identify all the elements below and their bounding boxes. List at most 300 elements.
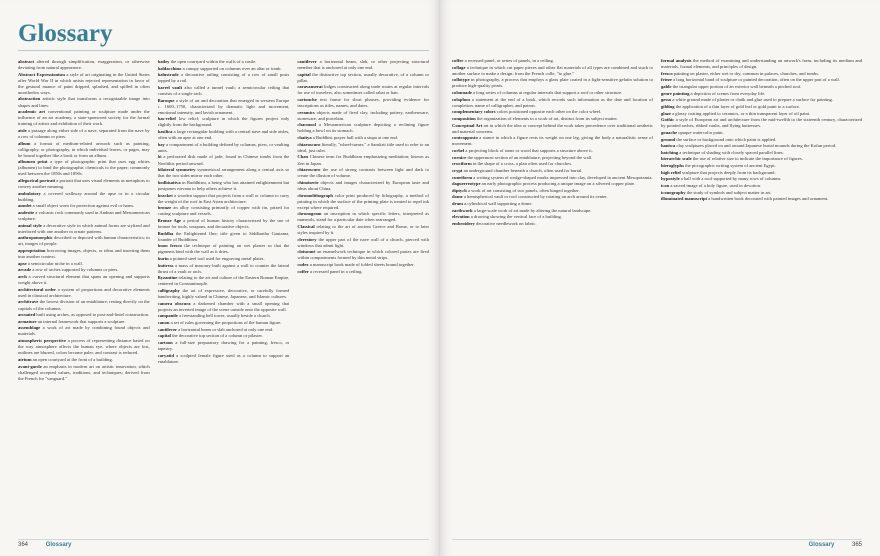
glossary-term: albumen print: [18, 159, 48, 165]
glossary-entry: [297, 110, 429, 122]
glossary-entry: [18, 109, 150, 127]
glossary-definition: a row of arches supported by columns or piers.: [31, 267, 119, 273]
glossary-term: appropriation: [18, 248, 46, 254]
glossary-term: caravanserai: [297, 84, 323, 90]
glossary-definition: the application of a thin layer of gold leaf or gold paint to a surface.: [674, 103, 801, 109]
glossary-entry: [18, 223, 150, 235]
glossary-term: illuminated manuscript: [661, 196, 708, 202]
glossary-term: collage: [452, 64, 466, 70]
glossary-entry: [18, 248, 150, 260]
glossary-term: capital: [297, 71, 311, 77]
glossary-column-3: [297, 59, 429, 529]
glossary-definition: Chinese term for Buddhism emphasizing meditation; known as Zen in Japan.: [297, 154, 429, 166]
glossary-term: gilding: [661, 103, 675, 109]
left-columns: [18, 59, 429, 529]
footer-left: [0, 542, 439, 548]
glossary-definition: a darkened chamber with a small opening that projects an inverted image of the scene outside onto the opposite wall.: [157, 300, 290, 312]
glossary-term: cornice: [452, 154, 467, 160]
glossary-definition: the distinctive top section, usually decorative, of a column or pillar.: [297, 71, 429, 83]
glossary-term: bracket: [157, 192, 173, 198]
glossary-term: arch: [18, 274, 27, 280]
glossary-term: hierarchic scale: [661, 156, 692, 162]
glossary-entry: [452, 175, 653, 181]
glossary-term: armature: [18, 318, 37, 324]
glossary-definition: a full-size preparatory drawing for a painting, fresco, or tapestry.: [157, 339, 290, 351]
glossary-definition: the use of strong contrasts between light and dark to create the illusion of volume.: [297, 167, 429, 179]
glossary-definition: a small object worn for protection against evil or harm.: [31, 203, 134, 209]
glossary-term: capital: [157, 333, 171, 339]
glossary-entry: [297, 84, 429, 96]
glossary-entry: [158, 167, 290, 179]
footer-rule-left: [18, 539, 429, 540]
glossary-entry: [452, 168, 653, 174]
glossary-entry: [297, 122, 429, 134]
glossary-definition: a mass of masonry built against a wall to counter the lateral thrust of a vault or arch.: [157, 262, 290, 274]
glossary-entry: [452, 188, 653, 194]
glossary-definition: a wooden support that projects from a wall or column to carry the weight of the roof in East Asian architecture.: [157, 192, 290, 204]
glossary-definition: a large-scale work of art made by altering the natural landscape.: [472, 207, 592, 213]
glossary-term: caryatid: [157, 352, 175, 358]
glossary-definition: an inscription in which specific letters, interpreted as numerals, stand for a particular date when rearranged.: [297, 211, 429, 223]
glossary-term: bodhisattva: [157, 179, 181, 185]
glossary-entry: [18, 159, 150, 177]
running-footer-left: Glossary: [45, 542, 72, 548]
glossary-entry: [18, 235, 150, 247]
glossary-definition: a statement at the end of a book, which records such information as the date and location of completion, name of calligrapher, and patron.: [452, 96, 653, 108]
glossary-definition: a projecting block of stone or wood that supports a structure above it.: [464, 148, 593, 153]
glossary-column-5: [661, 58, 862, 528]
top-margin: [452, 20, 862, 58]
glossary-term: architectural order: [18, 286, 57, 292]
glossary-term: anthropomorphic: [18, 235, 53, 241]
glossary-term: aisle: [18, 127, 27, 133]
glossary-term: elevation: [452, 214, 470, 220]
glossary-term: buttress: [157, 262, 174, 268]
glossary-entry: [18, 325, 150, 337]
glossary-definition: painting on plaster, either wet or dry, common in palaces, churches, and tombs.: [672, 70, 820, 76]
glossary-definition: the method of examining and understanding an artwork's form, including its medium and materials, formal elements, and principles of design.: [661, 58, 862, 70]
glossary-definition: the decorative top section of a column or pilaster.: [170, 333, 263, 339]
footer-right: [440, 542, 880, 548]
glossary-term: complementary colors: [452, 109, 496, 115]
glossary-term: academic art: [18, 109, 45, 115]
glossary-entry: [661, 156, 862, 162]
glossary-term: apse: [18, 260, 27, 266]
glossary-entry: [158, 129, 290, 141]
glossary-definition: a cylindrical wall supporting a dome.: [462, 201, 533, 207]
glossary-definition: the study of symbols and subject matter in art.: [685, 189, 772, 195]
glossary-column-2: [158, 59, 290, 529]
glossary-entry: [452, 221, 653, 227]
glossary-entry: [452, 77, 653, 89]
glossary-definition: an emphasis in modern art on artistic innovation, which challenged accepted values, traditions, and techniques; derived from the French for "vanguard.": [18, 363, 150, 381]
glossary-definition: described or depicted with human characteristics; in art, images of people.: [18, 235, 150, 247]
glossary-entry: [452, 155, 653, 161]
glossary-entry: [452, 65, 653, 77]
glossary-term: chaitya: [297, 135, 312, 141]
glossary-entry: [661, 104, 862, 110]
glossary-definition: the open courtyard within the walls of a castle.: [169, 59, 257, 64]
glossary-definition: a glassy coating applied to ceramics, or a thin transparent layer of oil paint.: [670, 110, 811, 116]
glossary-definition: a style of art and decoration that emerged in western Europe c. 1600–1750, characterized by dramatic light and movement, emotional intensity, and lavish ornament.: [157, 97, 290, 115]
glossary-entry: [18, 128, 150, 140]
glossary-definition: objects made of fired clay, including pottery, earthenware, stoneware, and porcelain.: [297, 109, 429, 121]
glossary-term: Conceptual Art: [452, 122, 483, 128]
glossary-term: cuneiform: [452, 174, 473, 180]
right-columns: [452, 58, 862, 528]
glossary-definition: a horizontal beam or slab anchored at only one end.: [177, 326, 274, 332]
page-number-right: 365: [851, 542, 862, 548]
glossary-term: barrel vault: [157, 84, 183, 90]
glossary-term: Buddha: [157, 230, 174, 236]
glossary-term: balustrade: [157, 72, 179, 78]
glossary-term: hatching: [661, 149, 679, 155]
glossary-entry: [158, 180, 290, 192]
glossary-definition: the organization of elements in a work of art, distinct from its subject matter.: [475, 115, 618, 121]
glossary-definition: built using arches, as opposed to post-and-lintel construction.: [35, 312, 150, 318]
glossary-entry: [158, 288, 290, 300]
glossary-term: avant-garde: [18, 363, 42, 369]
glossary-term: composition: [452, 115, 476, 121]
glossary-entry: [158, 353, 290, 365]
glossary-entry: [661, 163, 862, 169]
glossary-term: contrapposto: [452, 135, 478, 141]
glossary-entry: [297, 211, 429, 223]
glossary-definition: a volcanic rock commonly used in Andean and Mesoamerican sculpture.: [18, 210, 150, 222]
glossary-term: bronze: [157, 205, 172, 211]
glossary-entry: [452, 214, 653, 220]
glossary-definition: a technique of shading with closely spaced parallel lines.: [678, 149, 784, 155]
glossary-entry: [18, 287, 150, 299]
glossary-definition: conventional painting or sculpture made under the influence of an art academy, a state-sponsored society for the formal training of artists and exhibition of their work.: [18, 109, 150, 127]
glossary-definition: a semicircular niche in a wall.: [26, 260, 83, 266]
glossary-term: ground: [661, 136, 676, 142]
glossary-term: gesso: [661, 97, 672, 103]
glossary-definition: an enamelwork technique in which colored pastes are fired within compartments formed by thin metal strips.: [297, 249, 429, 261]
glossary-entry: [297, 224, 429, 236]
glossary-definition: a handwritten book decorated with painted images and ornament.: [707, 196, 829, 202]
glossary-term: fresco: [661, 70, 673, 76]
glossary-entry: [18, 178, 150, 190]
glossary-definition: a compartment of a building defined by columns, piers, or vaulting units.: [157, 141, 290, 153]
glossary-term: chronogram: [297, 211, 322, 217]
glossary-term: diptych: [452, 187, 467, 193]
glossary-entry: [297, 180, 429, 192]
glossary-entry: [158, 340, 290, 352]
glossary-term: hieroglyphs: [661, 163, 684, 169]
glossary-term: drum: [452, 201, 463, 207]
glossary-definition: colors positioned opposite each other on the color wheel.: [495, 109, 602, 115]
glossary-entry: [158, 313, 290, 319]
glossary-definition: a covered walkway around the apse or in a circular building.: [18, 190, 150, 202]
glossary-term: bay: [157, 141, 165, 147]
glossary-definition: text frame for short phrases, providing evidence for inscriptions as titles, names, and dates.: [297, 97, 429, 109]
glossary-entry: [158, 327, 290, 333]
glossary-term: frieze: [661, 77, 672, 83]
glossary-term: cruciform: [452, 161, 472, 167]
glossary-entry: [297, 135, 429, 141]
glossary-term: ceramics: [297, 109, 315, 115]
glossary-term: Baroque: [157, 97, 175, 103]
glossary-term: Byzantine: [157, 275, 178, 281]
glossary-definition: a canopy supported on columns over an altar or tomb.: [181, 65, 282, 71]
glossary-definition: altered through simplification, exaggeration, or otherwise deviating from natural appearance.: [18, 59, 150, 71]
glossary-entry: [661, 170, 862, 176]
glossary-term: bi: [157, 154, 162, 160]
glossary-definition: relating to the art of ancient Greece and Rome, or to later styles inspired by it.: [297, 223, 429, 235]
glossary-entry: [297, 97, 429, 109]
glossary-term: chacmool: [297, 122, 316, 128]
glossary-definition: borrowing images, objects, or ideas and inserting them into another context.: [18, 248, 150, 260]
glossary-term: canon: [157, 319, 170, 325]
glossary-entry: [297, 269, 429, 275]
glossary-definition: objects and images characterized by European taste and ideas about China.: [297, 179, 429, 191]
glossary-entry: [452, 123, 653, 135]
glossary-entry: [661, 150, 862, 156]
glossary-definition: a manuscript book made of folded sheets bound together.: [308, 262, 415, 267]
glossary-entry: [18, 274, 150, 286]
glossary-definition: a large rectangular building with a central nave and side aisles, often with an apse at one end.: [157, 129, 290, 141]
glossary-definition: an underground chamber beneath a church, often used for burial.: [462, 167, 583, 173]
glossary-term: album: [18, 140, 31, 146]
glossary-definition: clay sculptures placed on and around Japanese burial mounds during the Kofun period.: [675, 143, 837, 149]
glossary-term: coffer: [452, 58, 464, 63]
glossary-term: bilateral symmetry: [157, 167, 196, 173]
glossary-definition: a curved structural element that spans an opening and supports weight above it.: [18, 274, 150, 286]
glossary-term: arcade: [18, 267, 32, 273]
glossary-entry: [158, 205, 290, 217]
glossary-term: baldacchino: [157, 65, 182, 71]
glossary-column-4: [452, 58, 653, 528]
glossary-term: cantilever: [157, 326, 178, 332]
glossary-term: animal style: [18, 222, 42, 228]
glossary-entry: [297, 154, 429, 166]
glossary-definition: a writing system of wedge-shaped marks impressed into clay, developed in ancient Mesopotamia.: [472, 174, 653, 180]
glossary-entry: [158, 59, 290, 65]
glossary-term: buon fresco: [157, 243, 182, 249]
glossary-entry: [158, 154, 290, 166]
glossary-entry: [18, 299, 150, 311]
glossary-definition: a hall with a roof supported by many rows of columns.: [679, 176, 782, 182]
glossary-term: embroidery: [452, 221, 475, 227]
glossary-entry: [297, 72, 429, 84]
glossary-entry: [452, 201, 653, 207]
glossary-entry: [158, 85, 290, 97]
glossary-term: calligraphy: [157, 287, 180, 293]
glossary-entry: [158, 263, 290, 275]
glossary-definition: a format of medium-related artwork such as painting, calligraphy, or photography, in which individual leaves, or pages, may be bound together like a book or form an album.: [18, 140, 150, 158]
glossary-term: cantilever: [297, 59, 317, 64]
glossary-entry: [661, 97, 862, 103]
glossary-term: basilica: [157, 129, 173, 135]
glossary-term: Chan: [297, 154, 309, 160]
glossary-definition: the pictographic writing system of ancient Egypt.: [683, 163, 776, 169]
glossary-term: atmospheric perspective: [18, 338, 67, 344]
glossary-definition: a perforated disk made of jade, found in Chinese tombs from the Neolithic period onward.: [157, 154, 290, 166]
glossary-definition: an early photographic process producing a unique image on a silvered copper plate.: [480, 181, 636, 187]
glossary-definition: the use of relative size to indicate the importance of figures.: [691, 156, 803, 162]
glossary-definition: the uppermost section of an entablature, projecting beyond the wall.: [466, 154, 593, 160]
glossary-entry: [297, 167, 429, 179]
glossary-definition: symmetrical arrangement along a central axis so that the two sides mirror each other.: [157, 167, 290, 179]
glossary-entry: [661, 143, 862, 149]
glossary-definition: in photography, a process that employs a glass plate coated in a light-sensitive gelatin solution to produce high-quality prints.: [452, 77, 653, 89]
glossary-definition: a horizontal beam, slab, or other projecting structural member that is anchored at only one end.: [297, 59, 429, 71]
glossary-entry: [661, 111, 862, 117]
glossary-entry: [297, 59, 429, 71]
glossary-term: glaze: [661, 110, 671, 116]
glossary-definition: a sacred image of a holy figure, used in devotion.: [669, 182, 762, 188]
glossary-term: coffer: [297, 268, 309, 274]
glossary-definition: lodges constructed along trade routes at regular intervals for use of travelers, also sometimes called rabat or han.: [297, 84, 429, 96]
glossary-entry: [661, 77, 862, 83]
glossary-term: earthwork: [452, 207, 473, 213]
glossary-term: bailey: [157, 59, 170, 64]
glossary-term: high relief: [661, 169, 681, 175]
glossary-term: chromolithograph: [297, 192, 333, 198]
glossary-term: corbel: [452, 148, 465, 153]
glossary-term: cartoon: [157, 339, 173, 345]
glossary-term: campanile: [157, 313, 178, 319]
glossary-entry: [661, 71, 862, 77]
glossary-term: cartouche: [297, 97, 317, 103]
glossary-entry: [18, 210, 150, 222]
glossary-definition: low relief; sculpture in which the figures project only slightly from the background.: [157, 116, 290, 128]
glossary-term: Abstract Expressionism: [18, 71, 65, 77]
glossary-entry: [297, 142, 429, 154]
glossary-definition: a set of rules governing the proportions of the human figure.: [169, 319, 282, 325]
glossary-entry: [661, 84, 862, 90]
glossary-entry: [18, 357, 150, 363]
glossary-term: chiaroscuro: [297, 167, 321, 173]
glossary-entry: [18, 261, 150, 267]
glossary-term: arcuated: [18, 312, 36, 318]
glossary-definition: a depiction of scenes from everyday life.: [689, 90, 766, 96]
right-page: [440, 0, 880, 556]
glossary-term: codex: [297, 262, 309, 267]
glossary-entry: [661, 183, 862, 189]
running-footer-right: Glossary: [808, 542, 835, 548]
glossary-definition: a long series of columns at regular intervals that support a roof or other structure.: [471, 90, 623, 96]
glossary-term: cloisonné: [297, 249, 316, 255]
glossary-entry: [158, 231, 290, 243]
glossary-definition: the Enlightened One; title given to Siddhartha Gautama, founder of Buddhism.: [157, 230, 290, 242]
glossary-term: andesite: [18, 210, 35, 216]
glossary-term: crypt: [452, 167, 463, 173]
glossary-entry: [297, 193, 429, 211]
glossary-entry: [452, 194, 653, 200]
glossary-entry: [18, 96, 150, 108]
glossary-definition: a Mesoamerican sculpture depicting a reclining figure holding a bowl on its stomach.: [297, 122, 429, 134]
glossary-entry: [452, 208, 653, 214]
glossary-definition: a technique in which cut paper pieces and other flat materials of all types are combined and stuck to another surface to make a design; from the French colle, "to glue.": [452, 64, 653, 76]
glossary-term: chinoiserie: [297, 179, 319, 185]
glossary-definition: a white ground made of plaster or chalk and glue used to prepare a surface for painting.: [671, 97, 833, 103]
glossary-entry: [158, 256, 290, 262]
glossary-term: daguerreotype: [452, 181, 481, 187]
glossary-entry: [661, 190, 862, 196]
glossary-entry: [158, 218, 290, 230]
glossary-entry: [661, 137, 862, 143]
glossary-definition: a decorative railing consisting of a row of small posts topped by a rail.: [157, 72, 290, 84]
glossary-definition: in Buddhism, a being who has attained enlightenment but postpones nirvana to help others achieve it.: [157, 179, 290, 191]
glossary-definition: a style of European art and architecture from the mid-twelfth to the sixteenth century, characterized by pointed arches, ribbed vaults, and flying buttresses.: [661, 117, 862, 129]
glossary-definition: a recessed panel in a ceiling.: [308, 268, 363, 274]
glossary-definition: artistic style that transforms a recognizable image into shapes and lines.: [18, 96, 150, 108]
glossary-entry: [452, 109, 653, 115]
glossary-entry: [661, 117, 862, 129]
glossary-term: icon: [661, 182, 670, 188]
glossary-term: collotype: [452, 77, 470, 83]
glossary-term: assemblage: [18, 325, 41, 331]
glossary-term: chiaroscuro: [297, 141, 321, 147]
glossary-definition: a passage along either side of a nave, separated from the nave by a row of columns or piers.: [18, 127, 150, 139]
glossary-definition: decorative needlework on fabric.: [474, 221, 537, 227]
glossary-term: gable: [661, 83, 672, 89]
glossary-entry: [158, 301, 290, 313]
glossary-definition: the art of expressive, decorative, or carefully formed handwriting, highly valued in Chinese, Japanese, and Islamic cultures.: [157, 287, 290, 300]
glossary-term: architrave: [18, 299, 39, 305]
glossary-definition: a freestanding bell tower, usually beside a church.: [177, 313, 271, 319]
glossary-entry: [452, 135, 653, 147]
glossary-entry: [18, 338, 150, 356]
glossary-term: colophon: [452, 96, 470, 102]
glossary-definition: a decorative style in which animal forms are stylized and interlaced with one another in ornate patterns.: [18, 222, 150, 234]
glossary-entry: [452, 148, 653, 154]
glossary-entry: [661, 130, 862, 136]
glossary-term: dome: [452, 194, 463, 200]
glossary-entry: [18, 203, 150, 209]
glossary-entry: [18, 141, 150, 159]
glossary-term: colonnade: [452, 90, 472, 96]
glossary-definition: an alloy consisting primarily of copper with tin, prized for casting sculpture and vessels.: [157, 205, 290, 217]
glossary-entry: [661, 91, 862, 97]
glossary-term: abstract: [18, 59, 35, 64]
glossary-entry: [452, 181, 653, 187]
glossary-definition: art in which the idea or concept behind the work takes precedence over traditional aesthetic and material concerns.: [452, 122, 653, 134]
glossary-entry: [452, 90, 653, 96]
glossary-definition: relating to the art and culture of the Eastern Roman Empire, centered in Constantinople.: [157, 275, 290, 287]
glossary-entry: [18, 312, 150, 318]
glossary-term: haniwa: [661, 143, 676, 149]
glossary-entry: [158, 320, 290, 326]
glossary-entry: [18, 72, 150, 96]
glossary-term: burin: [157, 255, 169, 261]
glossary-definition: a drawing showing the vertical face of a building.: [469, 214, 562, 220]
glossary-entry: [158, 333, 290, 339]
glossary-entry: [452, 116, 653, 122]
glossary-column-1: [18, 59, 150, 529]
glossary-entry: [158, 243, 290, 255]
glossary-definition: a hemispherical vault or roof constructed by rotating an arch around its center.: [462, 194, 608, 200]
glossary-entry: [18, 267, 150, 273]
glossary-definition: in the shape of a cross, a plan often used for churches.: [471, 161, 573, 167]
glossary-definition: a Buddhist prayer hall with a stupa at one end.: [311, 135, 399, 141]
glossary-entry: [18, 59, 150, 71]
glossary-definition: a process of representing distance based on the way atmosphere affects the human eye, where objects are lost, outlines are blurred, colors become paler, and contrast is reduced.: [18, 338, 150, 356]
glossary-term: Classical: [297, 223, 315, 229]
glossary-entry: [18, 319, 150, 325]
glossary-term: bas-relief: [157, 116, 176, 122]
glossary-entry: [158, 116, 290, 128]
glossary-entry: [158, 98, 290, 116]
glossary-definition: a system of proportions and decorative elements used in classical architecture.: [18, 286, 150, 298]
glossary-entry: [158, 72, 290, 84]
glossary-term: gouache: [661, 129, 678, 135]
glossary-entry: [661, 196, 862, 202]
glossary-definition: opaque watercolor paint.: [677, 129, 724, 135]
glossary-term: amulet: [18, 203, 32, 209]
